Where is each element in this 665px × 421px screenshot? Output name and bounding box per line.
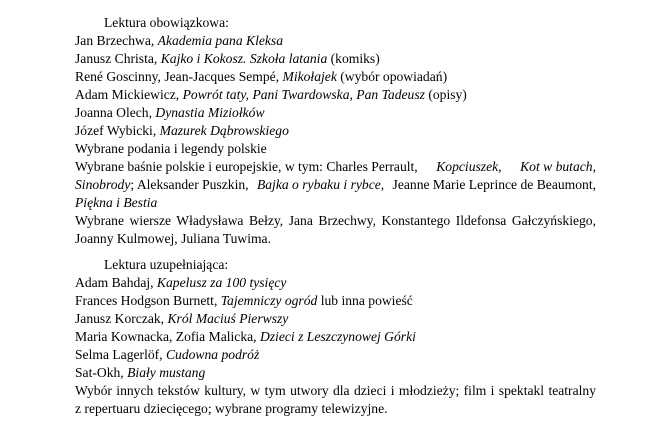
item-note: lub inna powieść [317, 293, 413, 308]
punctuation: , [592, 159, 596, 174]
list-item [75, 310, 288, 327]
item-title: Dynastia Miziołków [155, 105, 265, 120]
item-author: René Goscinny, Jean-Jacques Sempé, [75, 69, 283, 84]
item-title: Dzieci z Leszczynowej Górki [259, 329, 416, 344]
required-heading: Lektura obowiązkowa: [104, 15, 229, 30]
item-author: Adam Mickiewicz, [75, 87, 183, 102]
fairytales-line-1 [75, 158, 596, 175]
list-item [75, 292, 413, 309]
item-author: Jan Brzechwa, [75, 33, 158, 48]
fairytale-title: Kot w butach [520, 159, 593, 174]
culture-line-2: z repertuaru dziecięcego; wybrane programy telewizyjne. [75, 401, 388, 416]
item-author: Sat-Okh, [75, 365, 128, 380]
item-note: (opisy) [424, 87, 467, 102]
item-title: Biały mustang [127, 365, 206, 380]
fairytale-title: Kopciuszek [436, 159, 499, 174]
item-author: Janusz Korczak, [75, 311, 168, 326]
item-author: Wybrane podania i legendy polskie [75, 141, 267, 156]
punctuation: , [498, 159, 502, 174]
fairytale-title-group [520, 158, 596, 175]
item-title: Akademia pana Kleksa [157, 33, 284, 48]
item-author: Janusz Christa, [75, 51, 161, 66]
item-title: Kapelusz za 100 tysięcy [156, 275, 287, 290]
item-author: Adam Bahdaj, [75, 275, 157, 290]
item-author: Frances Hodgson Burnett, [75, 293, 221, 308]
culture-line-1: Wybór innych tekstów kultury, w tym utwory dla dzieci i młodzieży; film i spektakl teatralny [75, 383, 596, 398]
fairytale-title-group [436, 158, 501, 175]
list-item [75, 50, 380, 67]
list-item [75, 328, 416, 345]
fairytale-title-group [257, 176, 384, 193]
fairytale-title: Sinobrody [75, 177, 131, 192]
poems-line-1: Wybrane wiersze Władysława Bełzy, Jana Brzechwy, Konstantego Ildefonsa Gałczyńskiego, [75, 213, 596, 228]
fairytale-title-group [75, 176, 249, 193]
fairytales-line-3 [75, 194, 157, 211]
item-title: Mazurek Dąbrowskiego [159, 123, 289, 138]
item-title: Powrót taty, Pani Twardowska, Pan Tadeusz [182, 87, 425, 102]
fairytales-text: ; Aleksander Puszkin, [130, 177, 249, 192]
item-title: Kajko i Kokosz. Szkoła latania [160, 51, 328, 66]
list-item [75, 364, 205, 381]
item-note: (wybór opowiadań) [336, 69, 448, 84]
list-item [75, 32, 283, 49]
fairytales-text: Wybrane baśnie polskie i europejskie, w tym: Charles Perrault, [75, 159, 418, 174]
fairytales-text: Jeanne Marie Leprince de Beaumont, [392, 177, 596, 192]
item-author: Joanna Olech, [75, 105, 156, 120]
punctuation: , [380, 177, 385, 192]
list-item [75, 346, 259, 363]
fairytale-title: Piękna i Bestia [75, 195, 158, 210]
fairytale-title: Bajka o rybaku i rybce [256, 177, 381, 192]
supplementary-heading: Lektura uzupełniająca: [104, 257, 229, 272]
item-author: Selma Lagerlöf, [75, 347, 166, 362]
item-title: Tajemniczy ogród [220, 293, 318, 308]
item-title: Cudowna podróż [165, 347, 260, 362]
item-author: Maria Kownacka, Zofia Malicka, [75, 329, 260, 344]
list-item [75, 68, 447, 85]
item-author: Józef Wybicki, [75, 123, 160, 138]
item-note: (komiks) [327, 51, 380, 66]
list-item [75, 122, 289, 139]
list-item [75, 104, 265, 121]
fairytales-line-2 [75, 176, 596, 193]
item-title: Król Maciuś Pierwszy [167, 311, 289, 326]
list-item [75, 86, 467, 103]
list-item [75, 140, 267, 157]
poems-line-2: Joanny Kulmowej, Juliana Tuwima. [75, 231, 271, 246]
item-title: Mikołajek [282, 69, 337, 84]
list-item [75, 274, 286, 291]
